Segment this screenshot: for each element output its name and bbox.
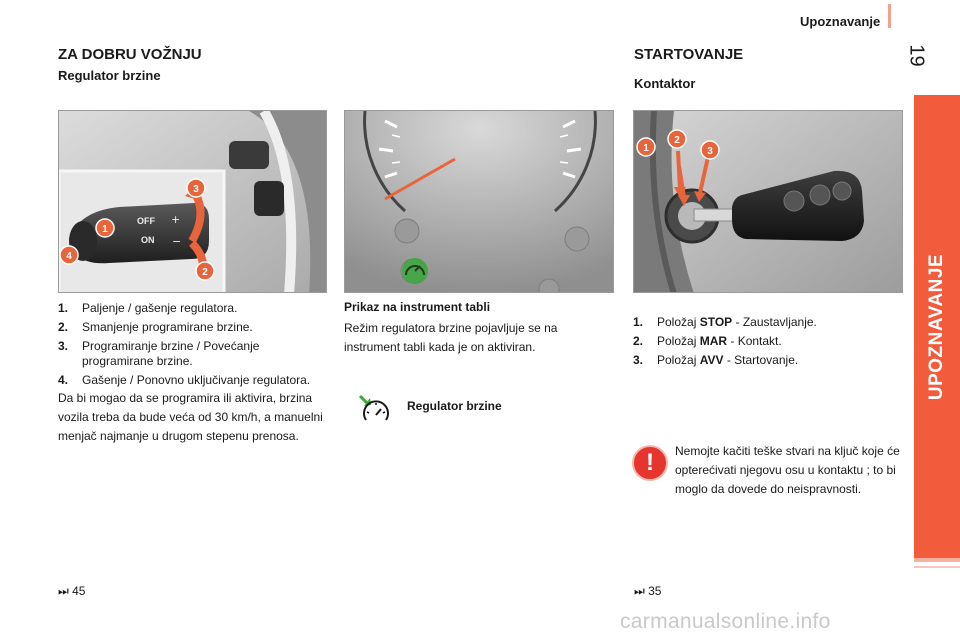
list-item-text: Paljenje / gašenje regulatora. bbox=[82, 301, 238, 315]
chapter-tab-label: UPOZNAVANJE bbox=[926, 253, 947, 400]
list-item bbox=[633, 315, 903, 330]
callout-1: 1 bbox=[643, 143, 649, 154]
cruise-stalk-photo bbox=[58, 110, 327, 293]
chapter-tab-rule-thin bbox=[914, 566, 960, 568]
list-item-number: 3. bbox=[633, 353, 644, 367]
svg-text:−: − bbox=[172, 235, 182, 248]
stalk-off-label: OFF bbox=[137, 216, 155, 226]
page-number: 19 bbox=[905, 44, 928, 67]
chapter-tab-rule bbox=[914, 558, 960, 562]
list-item bbox=[58, 373, 330, 388]
chapter-tab-label-wrap bbox=[914, 95, 960, 558]
callout-1: 1 bbox=[102, 224, 108, 235]
list-item-number: 2. bbox=[58, 320, 69, 334]
left-list bbox=[58, 301, 330, 392]
list-item bbox=[58, 301, 330, 316]
right-subheading: Kontaktor bbox=[634, 76, 696, 91]
list-item-text: Programiranje brzine / Povećanje programirane brzine. bbox=[82, 339, 260, 368]
callout-4: 4 bbox=[66, 251, 72, 262]
list-item bbox=[633, 353, 903, 368]
watermark: carmanualsonline.info bbox=[620, 610, 831, 633]
right-heading: STARTOVANJE bbox=[634, 46, 744, 63]
list-item-number: 3. bbox=[58, 339, 69, 353]
section-title: Upoznavanje bbox=[800, 14, 881, 29]
instrument-caption-title: Prikaz na instrument tabli bbox=[344, 300, 491, 314]
list-item-number: 1. bbox=[58, 301, 69, 315]
left-heading: ZA DOBRU VOŽNJU bbox=[58, 46, 202, 63]
list-item-text: Položaj MAR - Kontakt. bbox=[657, 334, 782, 348]
callout-2: 2 bbox=[674, 135, 680, 146]
callout-3: 3 bbox=[707, 146, 713, 157]
ignition-key-photo bbox=[633, 110, 903, 293]
instrument-panel-photo bbox=[344, 110, 614, 293]
list-item-text: Položaj AVV - Startovanje. bbox=[657, 353, 799, 367]
instrument-caption-text: Režim regulatora brzine pojavljuje se na instrument tabli kada je on aktiviran. bbox=[344, 321, 558, 354]
list-item-text: Položaj STOP - Zaustavljanje. bbox=[657, 315, 817, 329]
right-list bbox=[633, 315, 903, 372]
stalk-on-label: ON bbox=[141, 235, 155, 245]
list-item-number: 2. bbox=[633, 334, 644, 348]
list-item bbox=[58, 339, 330, 369]
left-subheading: Regulator brzine bbox=[58, 68, 161, 83]
list-item bbox=[58, 320, 330, 335]
list-item-text: Smanjenje programirane brzine. bbox=[82, 320, 253, 334]
list-item bbox=[633, 334, 903, 349]
svg-text:+: + bbox=[171, 213, 181, 226]
left-paragraph: Da bi mogao da se programira ili aktivira, brzina vozila treba da bude veća od 30 km/h, a manuelni menjač najmanje u drugom stepenu prenosa. bbox=[58, 391, 323, 443]
list-item-number: 4. bbox=[58, 373, 69, 387]
left-page-reference[interactable]: ⏭ 45 bbox=[58, 584, 86, 598]
list-item-text: Gašenje / Ponovno uključivanje regulatora. bbox=[82, 373, 311, 387]
list-item-number: 1. bbox=[633, 315, 644, 329]
right-page-reference[interactable]: ⏭ 35 bbox=[634, 584, 662, 598]
callout-2: 2 bbox=[202, 267, 208, 278]
callout-3: 3 bbox=[193, 184, 199, 195]
header-divider bbox=[888, 4, 891, 28]
cruise-control-icon bbox=[358, 392, 392, 426]
warning-text: Nemojte kačiti teške stvari na ključ koje će opterećivati njegovu osu u kontaktu ; to bi moglo da dovede do neispravnosti. bbox=[675, 444, 900, 496]
warning-icon: ! bbox=[632, 445, 668, 481]
cruise-icon-label: Regulator brzine bbox=[407, 399, 502, 413]
